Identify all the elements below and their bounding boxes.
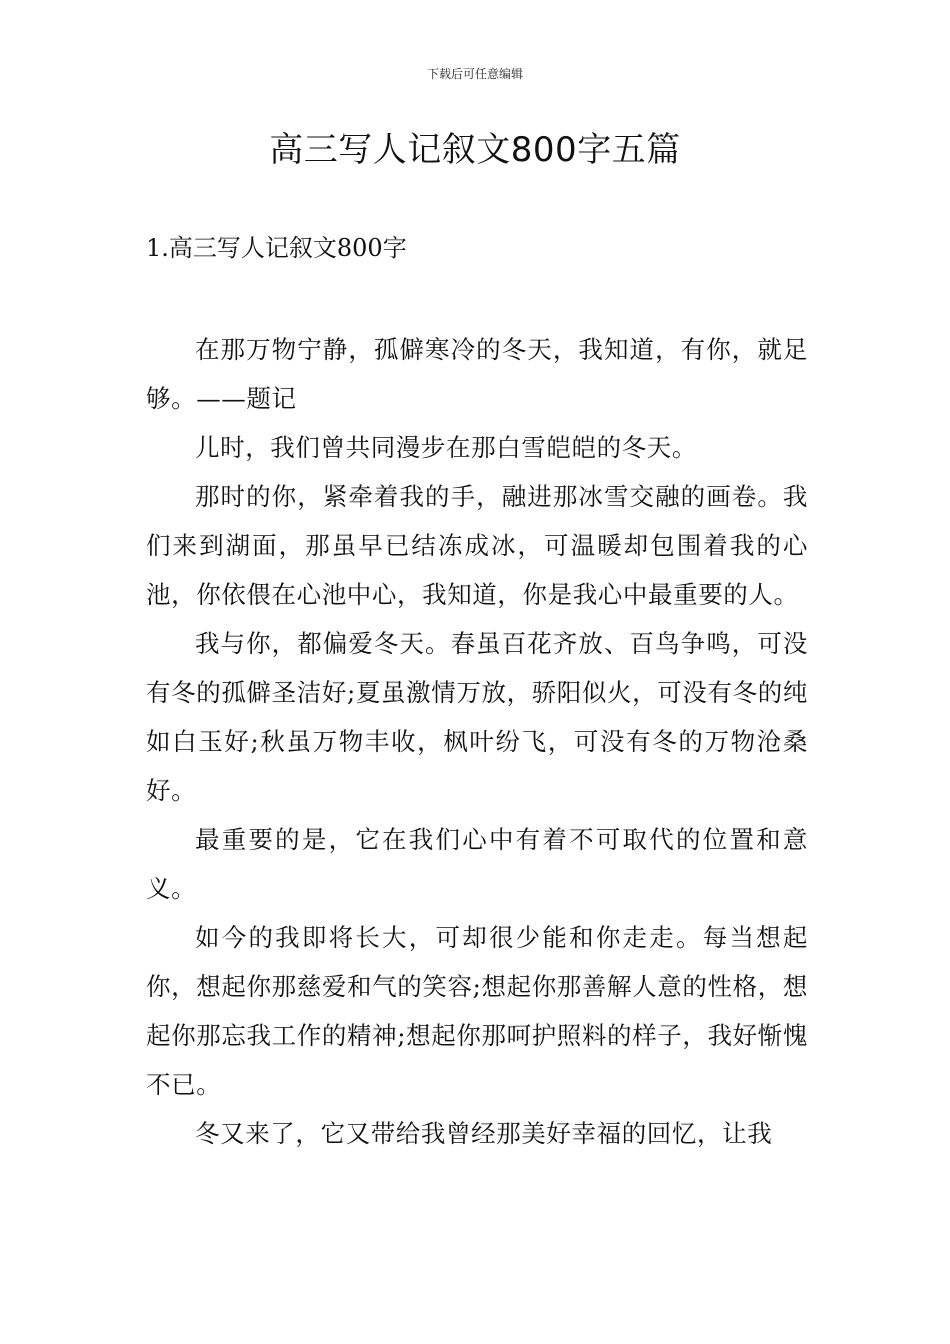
document-title: 高三写人记叙文800字五篇 [269,130,681,170]
paragraph: 冬又来了，它又带给我曾经那美好幸福的回忆，让我 [195,1119,773,1148]
paragraph: 如今的我即将长大，可却很少能和你走走。每当想起你，想起你那慈爱和气的笑容;想起你那善解人意的性格，想起你那忘我工作的精神;想起你那呵护照料的样子，我好惭愧不已。 [146,923,808,1099]
paragraph: 我与你，都偏爱冬天。春虽百花齐放、百鸟争鸣，可没有冬的孤僻圣洁好;夏虽激情万放，骄阳似火，可没有冬的纯如白玉好;秋虽万物丰收，枫叶纷飞，可没有冬的万物沧桑好。 [146,629,808,805]
body-text [146,325,808,1158]
paragraph: 那时的你，紧牵着我的手，融进那冰雪交融的画卷。我们来到湖面，那虽早已结冻成冰，可温暖却包围着我的心池，你依偎在心池中心，我知道，你是我心中最重要的人。 [146,482,808,609]
paragraph: 儿时，我们曾共同漫步在那白雪皑皑的冬天。 [195,433,697,462]
paragraph: 在那万物宁静，孤僻寒冷的冬天，我知道，有你，就足够。——题记 [146,335,808,413]
paragraph: 最重要的是，它在我们心中有着不可取代的位置和意义。 [146,825,808,903]
section-heading: 1.高三写人记叙文800字 [146,234,407,262]
header-note: 下载后可任意编辑 [426,67,523,81]
